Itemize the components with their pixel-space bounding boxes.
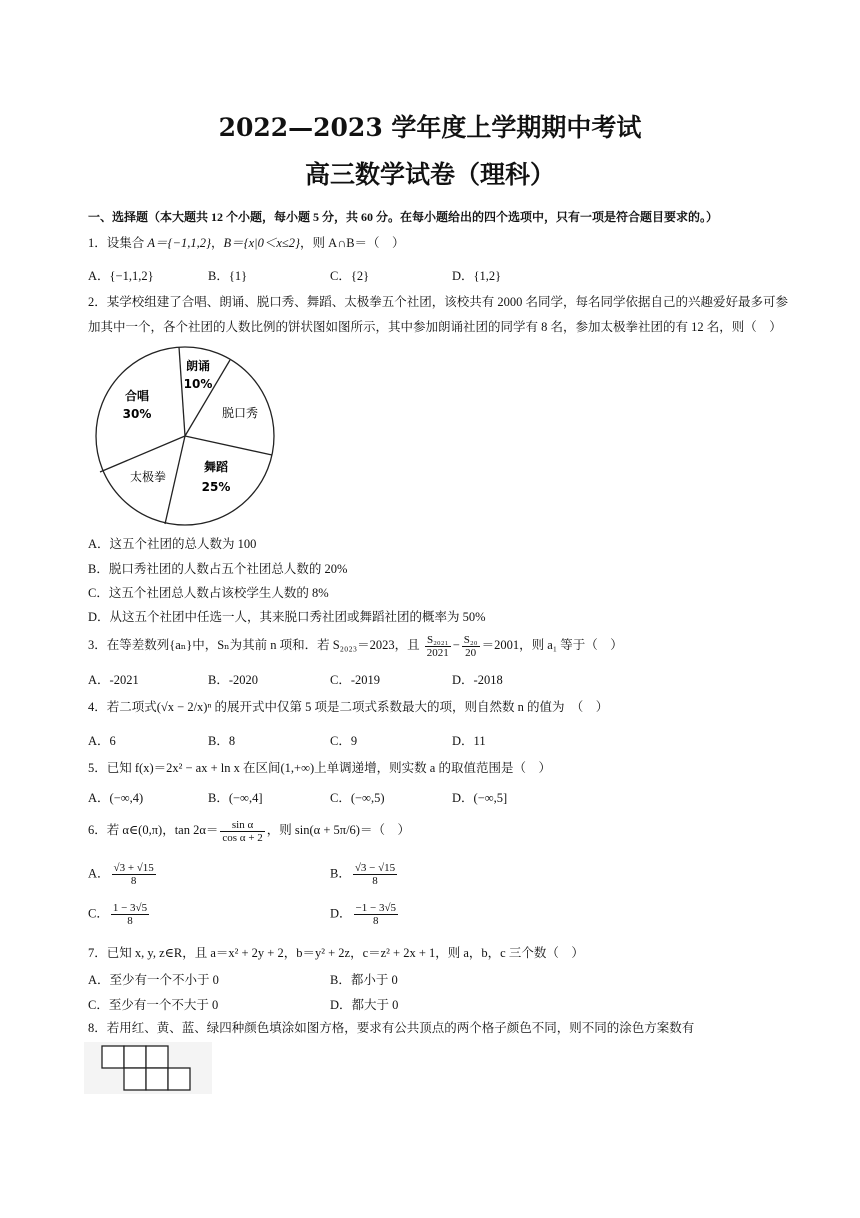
q6-option-d [330, 902, 400, 927]
question-4-stem: 4．若二项式(√x − 2/x)ⁿ 的展开式中仅第 5 项是二项式系数最大的项，则自然数 n 的值为 （ ） [88, 700, 609, 714]
grid-cell-top-1 [102, 1046, 124, 1068]
grid-cell-bottom-2 [146, 1068, 168, 1090]
q1-stem-a: 1．设集合 [88, 236, 148, 250]
q2-option-d: D．从这五个社团中任选一人，其来脱口秀社团或舞蹈社团的概率为 50% [88, 610, 486, 624]
q7-option-b: B．都小于 0 [330, 973, 398, 987]
q5-option-c: C．(−∞,5) [330, 791, 385, 805]
slice-label-taichi: 太极拳 [129, 470, 167, 484]
grid-figure [84, 1042, 212, 1094]
q6-option-d-label: D． [330, 906, 352, 921]
q2-option-b: B．脱口秀社团的人数占五个社团总人数的 20% [88, 562, 348, 576]
grid-cell-top-3 [146, 1046, 168, 1068]
section-heading: 一、选择题（本大题共 12 个小题，每小题 5 分，共 60 分。在每小题给出的四个选项中，只有一项是符合题目要求的。） [88, 210, 719, 224]
question-1-stem: 1．设集合 A＝{−1,1,2}，B＝{x|0＜x≤2}，则 A∩B＝（ ） [88, 236, 405, 250]
slice-label-dance: 舞蹈 [203, 460, 229, 474]
q1-set-a: A＝{−1,1,2} [147, 236, 211, 250]
q3-option-d: D．-2018 [452, 673, 503, 687]
question-2-line-1: 2．某学校组建了合唱、朗诵、脱口秀、舞蹈、太极拳五个社团，该校共有 2000 名同学，每名同学依据自己的兴趣爱好最多可参 [88, 295, 789, 309]
q3-option-b: B．-2020 [208, 673, 259, 687]
q1-option-c: C．{2} [330, 269, 370, 283]
q1-option-b: B．{1} [208, 269, 248, 283]
q3-frac1-den: 2021 [426, 646, 449, 659]
q3-option-a: A．-2021 [88, 673, 139, 687]
q6-fraction [220, 819, 264, 844]
question-8-stem: 8．若用红、黄、蓝、绿四种颜色填涂如图方格，要求有公共顶点的两个格子颜色不同，则不同的涂色方案数有 [88, 1021, 695, 1035]
q7-option-c: C．至少有一个不大于 0 [88, 998, 219, 1012]
q1-set-b: B＝{x|0＜x≤2} [223, 236, 301, 250]
q6-option-d-num: −1 − 3√5 [355, 902, 396, 914]
q7-option-a: A．至少有一个不小于 0 [88, 973, 219, 987]
q6-option-b-label: B． [330, 866, 351, 881]
q6-option-b-fraction [353, 862, 397, 887]
q6-option-a-den: 8 [130, 875, 137, 887]
slice-label-chorus: 合唱 [124, 389, 150, 403]
q6-frac-num: sin α [220, 819, 264, 832]
q5-option-d: D．(−∞,5] [452, 791, 508, 805]
q3-minus: − [452, 638, 460, 652]
slice-pct-dance: 25% [201, 480, 231, 494]
q3-fraction-1 [425, 634, 451, 659]
q6-option-a-label: A． [88, 866, 110, 881]
q6-option-b-den: 8 [372, 875, 378, 887]
q6-option-c-fraction [111, 902, 149, 927]
q4-option-a: A．6 [88, 734, 116, 748]
q4-option-c: C．9 [330, 734, 358, 748]
q6-option-d-fraction [354, 902, 398, 927]
slice-pct-chorus: 30% [122, 407, 152, 421]
q3-frac2-num: S₂₀ [463, 633, 478, 646]
q3-stem-a: 3．在等差数列{aₙ}中，Sₙ为其前 n 项和．若 S₂₀₂₃＝2023，且 [88, 638, 420, 652]
club-pie-chart [90, 340, 280, 530]
q6-option-a [88, 862, 158, 887]
grid-cell-bottom-1 [124, 1068, 146, 1090]
slice-label-recitation: 朗诵 [185, 359, 211, 373]
question-3-stem [88, 631, 800, 659]
q3-fraction-2 [462, 634, 480, 659]
slice-pct-recitation: 10% [183, 377, 213, 391]
question-5-stem: 5．已知 f(x)＝2x² − ax + ln x 在区间(1,+∞)上单调递增，则实数 a 的取值范围是（ ） [88, 761, 551, 775]
q6-frac-den: cos α + 2 [222, 831, 263, 844]
exam-subtitle: 高三数学试卷（理科） [304, 160, 555, 189]
grid-cell-top-2 [124, 1046, 146, 1068]
q2-option-c: C．这五个社团总人数占该校学生人数的 8% [88, 586, 329, 600]
q4-option-d: D．11 [452, 734, 486, 748]
q3-frac2-den: 20 [465, 646, 477, 659]
q6-option-a-num: √3 + √15 [113, 862, 154, 874]
q1-stem-b: ，则 A∩B＝（ ） [300, 236, 405, 250]
q5-option-b: B．(−∞,4] [208, 791, 263, 805]
question-6-stem [88, 816, 800, 844]
q6-option-c [88, 902, 151, 927]
q6-option-c-label: C． [88, 906, 109, 921]
q3-frac1-num: S₂₀₂₁ [425, 634, 451, 647]
q5-option-a: A．(−∞,4) [88, 791, 144, 805]
q6-option-d-den: 8 [373, 915, 379, 927]
q2-option-a: A．这五个社团的总人数为 100 [88, 537, 257, 551]
question-7-stem: 7．已知 x, y, z∈R，且 a＝x² + 2y + 2，b＝y² + 2z，c＝z² + 2x + 1，则 a，b，c 三个数（ ） [88, 946, 584, 960]
question-2-line-2: 加其中一个，各个社团的人数比例的饼状图如图所示，其中参加朗诵社团的同学有 8 名，参加太极拳社团的有 12 名，则（ ） [88, 320, 782, 334]
q6-option-b-num: √3 − √15 [354, 862, 396, 874]
exam-title: 2022—2023 学年度上学期期中考试 [218, 113, 642, 142]
q6-stem-a: 6．若 α∈(0,π)，tan 2α＝ [88, 823, 219, 837]
q3-option-c: C．-2019 [330, 673, 381, 687]
q1-option-a: A．{−1,1,2} [88, 269, 154, 283]
q7-option-d: D．都大于 0 [330, 998, 399, 1012]
grid-cell-bottom-3 [168, 1068, 190, 1090]
slice-label-talkshow: 脱口秀 [221, 406, 259, 420]
q6-option-c-num: 1 − 3√5 [112, 902, 148, 914]
q6-option-c-den: 8 [127, 915, 133, 927]
q6-stem-b: ，则 sin(α + 5π/6)＝（ ） [266, 823, 410, 837]
q3-stem-b: ＝2001，则 a₁ 等于（ ） [481, 638, 623, 652]
q6-option-a-fraction [112, 862, 156, 887]
q6-option-b [330, 862, 399, 887]
q1-option-d: D．{1,2} [452, 269, 502, 283]
q4-option-b: B．8 [208, 734, 236, 748]
